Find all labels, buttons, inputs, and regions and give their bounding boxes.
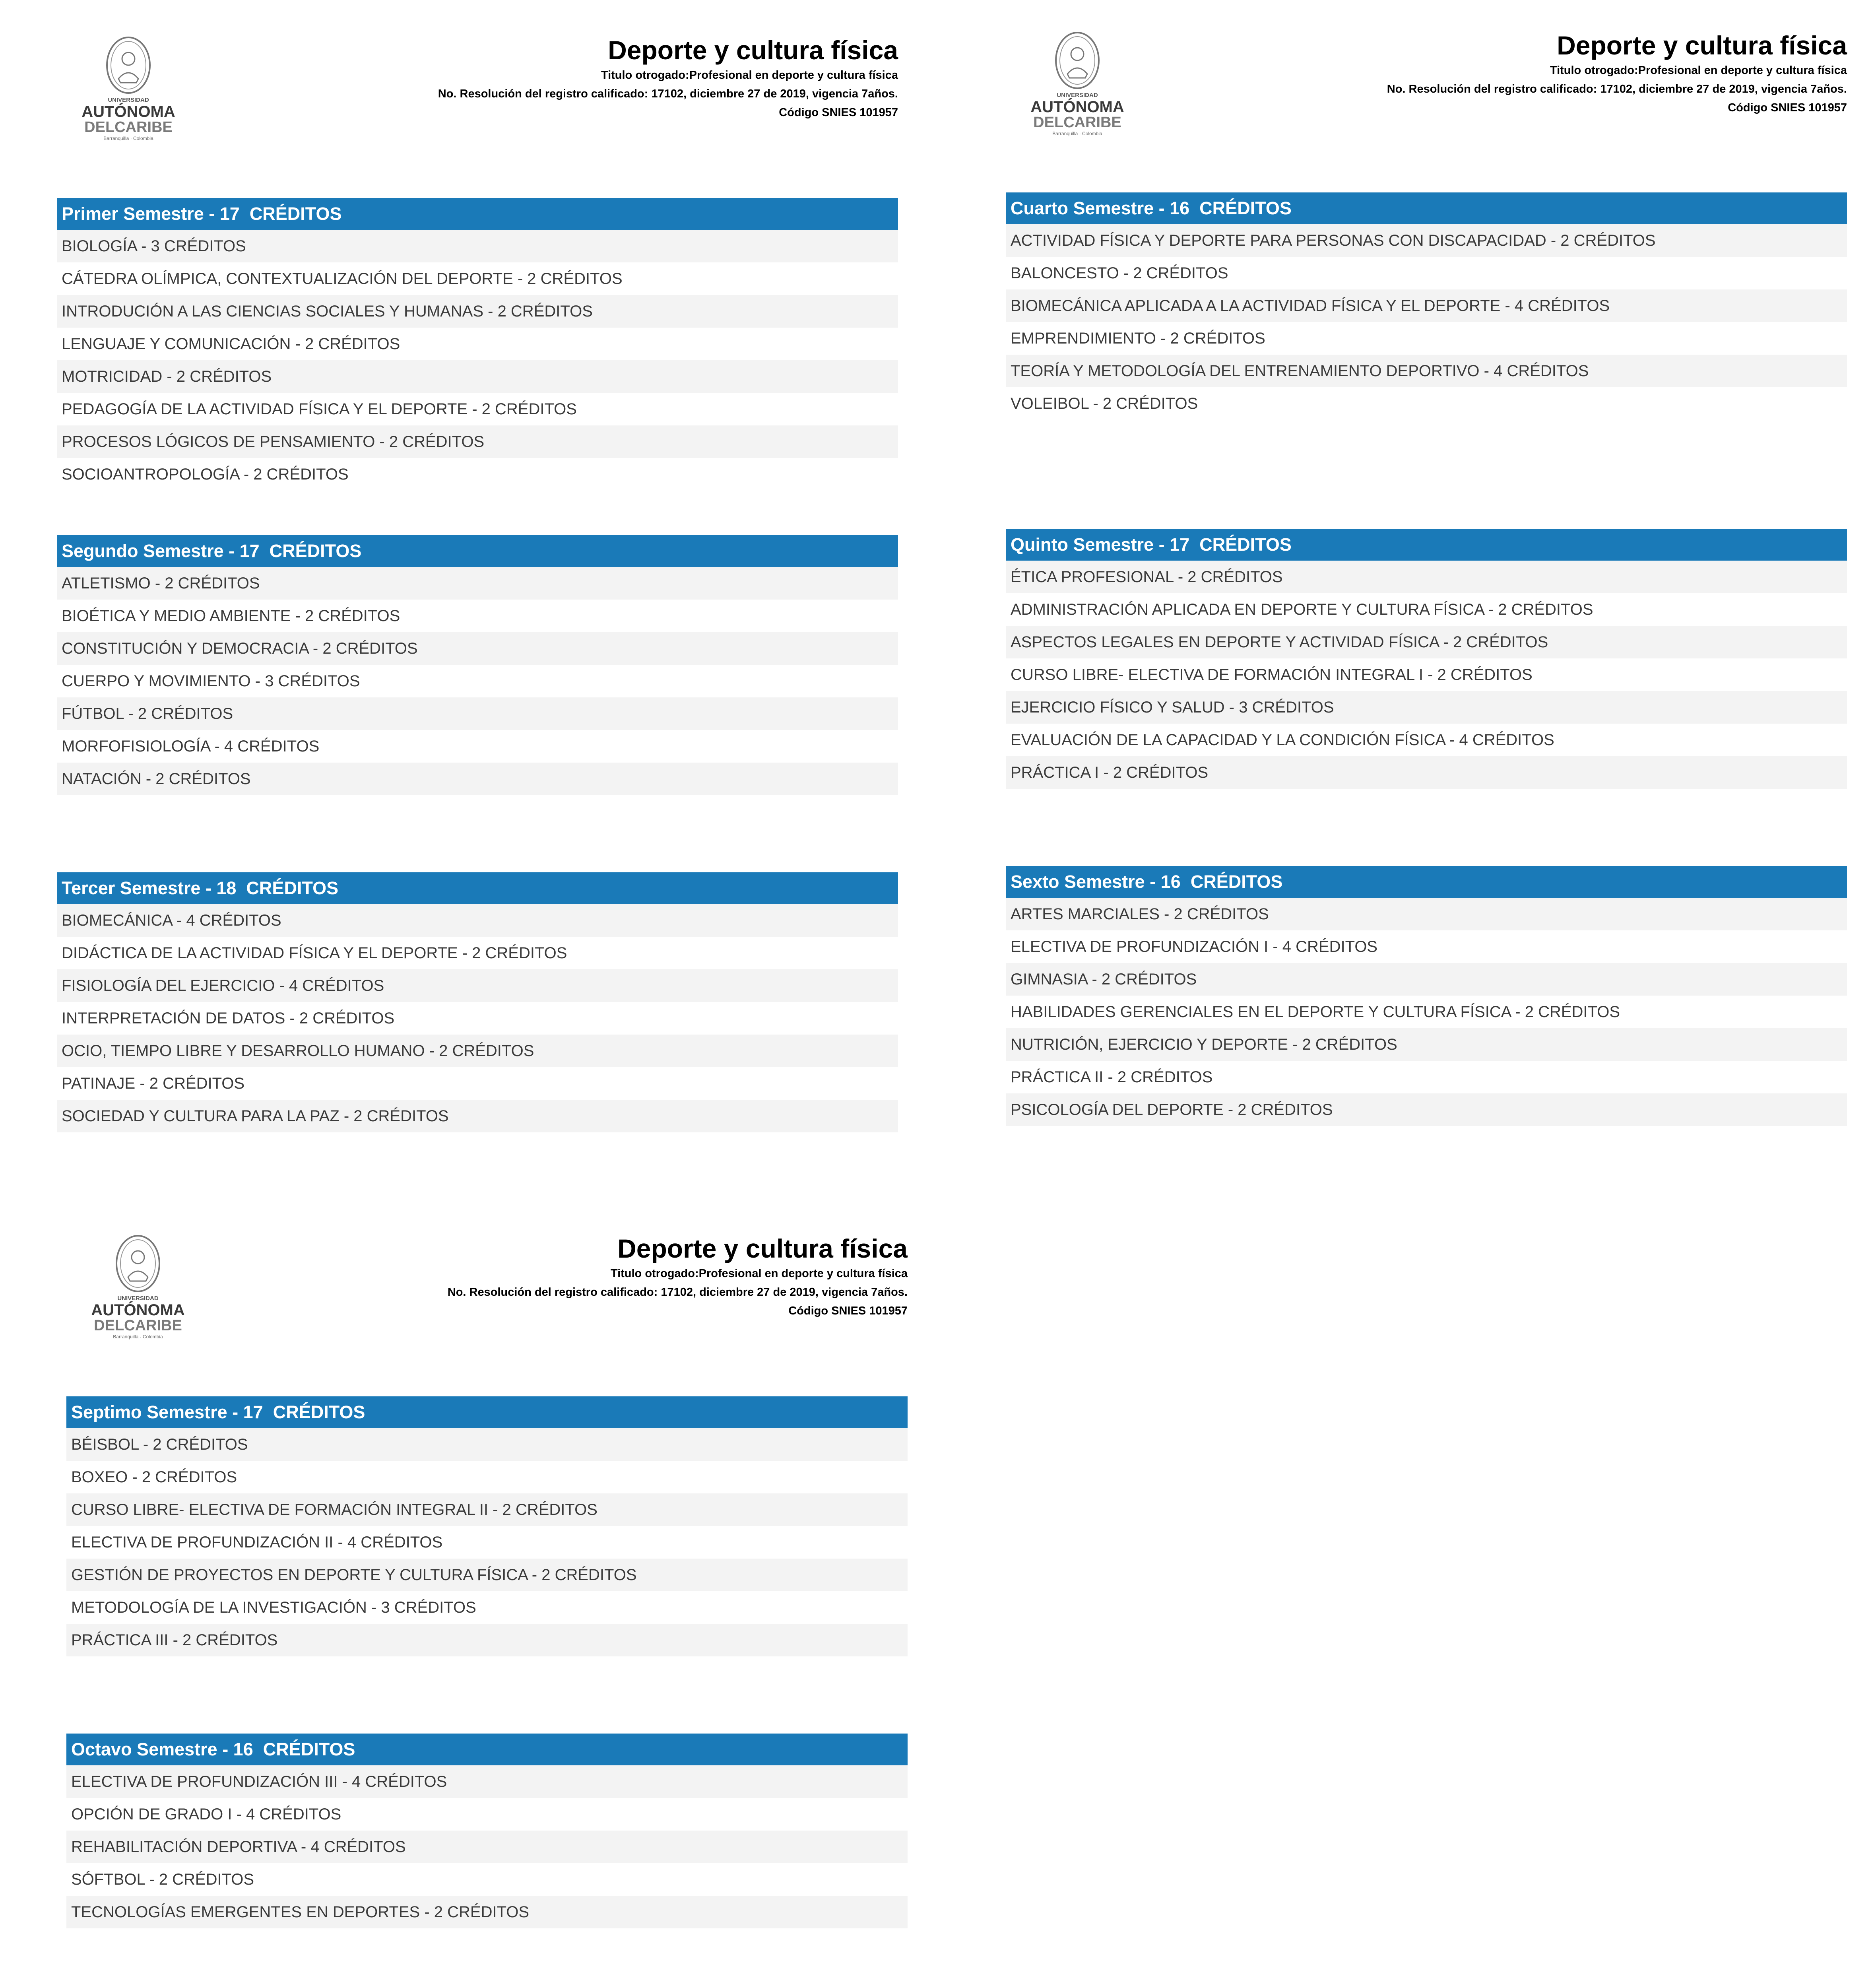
course-item: BALONCESTO - 2 CRÉDITOS [1006,257,1847,289]
svg-text:UNIVERSIDAD: UNIVERSIDAD [1057,92,1098,99]
course-item: BIOLOGÍA - 3 CRÉDITOS [57,230,898,262]
course-item: PROCESOS LÓGICOS DE PENSAMIENTO - 2 CRÉDITOS [57,425,898,458]
university-logo [81,34,176,142]
semester-header: Septimo Semestre - 17 CRÉDITOS [66,1396,908,1428]
course-item: LENGUAJE Y COMUNICACIÓN - 2 CRÉDITOS [57,328,898,360]
svg-text:UNIVERSIDAD: UNIVERSIDAD [117,1295,159,1302]
course-item: EVALUACIÓN DE LA CAPACIDAD Y LA CONDICIÓN FÍSICA - 4 CRÉDITOS [1006,724,1847,756]
course-item: ARTES MARCIALES - 2 CRÉDITOS [1006,898,1847,930]
svg-text:DELCARIBE: DELCARIBE [94,1317,182,1334]
degree-title: Titulo otrogado:Profesional en deporte y cultura física [610,1267,908,1280]
course-item: MOTRICIDAD - 2 CRÉDITOS [57,360,898,393]
degree-title: Titulo otrogado:Profesional en deporte y cultura física [1550,64,1847,77]
course-item: HABILIDADES GERENCIALES EN EL DEPORTE Y CULTURA FÍSICA - 2 CRÉDITOS [1006,996,1847,1028]
program-title: Deporte y cultura física [1557,31,1847,60]
course-item: INTERPRETACIÓN DE DATOS - 2 CRÉDITOS [57,1002,898,1035]
course-item: ACTIVIDAD FÍSICA Y DEPORTE PARA PERSONAS CON DISCAPACIDAD - 2 CRÉDITOS [1006,224,1847,257]
course-item: CONSTITUCIÓN Y DEMOCRACIA - 2 CRÉDITOS [57,632,898,665]
semester-2 [57,535,898,795]
course-item: PSICOLOGÍA DEL DEPORTE - 2 CRÉDITOS [1006,1093,1847,1126]
resolution-line: No. Resolución del registro calificado: 17102, diciembre 27 de 2019, vigencia 7años. [438,87,898,100]
snies-code: Código SNIES 101957 [1728,101,1847,114]
course-item: ADMINISTRACIÓN APLICADA EN DEPORTE Y CULTURA FÍSICA - 2 CRÉDITOS [1006,593,1847,626]
program-title: Deporte y cultura física [608,35,898,65]
course-item: PEDAGOGÍA DE LA ACTIVIDAD FÍSICA Y EL DEPORTE - 2 CRÉDITOS [57,393,898,425]
course-item: FÚTBOL - 2 CRÉDITOS [57,697,898,730]
university-logo [90,1233,186,1340]
semester-header: Quinto Semestre - 17 CRÉDITOS [1006,529,1847,561]
semester-header: Tercer Semestre - 18 CRÉDITOS [57,872,898,904]
degree-title: Titulo otrogado:Profesional en deporte y cultura física [601,69,898,82]
course-item: NATACIÓN - 2 CRÉDITOS [57,763,898,795]
course-item: BÉISBOL - 2 CRÉDITOS [66,1428,908,1461]
course-item: REHABILITACIÓN DEPORTIVA - 4 CRÉDITOS [66,1831,908,1863]
university-seal-icon [1030,29,1125,137]
resolution-line: No. Resolución del registro calificado: 17102, diciembre 27 de 2019, vigencia 7años. [447,1286,908,1299]
university-seal-icon [90,1233,186,1340]
course-item: ATLETISMO - 2 CRÉDITOS [57,567,898,600]
svg-text:DELCARIBE: DELCARIBE [84,119,173,136]
svg-text:Barranquilla · Colombia: Barranquilla · Colombia [103,136,153,141]
course-item: NUTRICIÓN, EJERCICIO Y DEPORTE - 2 CRÉDITOS [1006,1028,1847,1061]
course-item: GESTIÓN DE PROYECTOS EN DEPORTE Y CULTURA FÍSICA - 2 CRÉDITOS [66,1559,908,1591]
svg-text:AUTÓNOMA: AUTÓNOMA [91,1301,185,1319]
course-item: SOCIEDAD Y CULTURA PARA LA PAZ - 2 CRÉDITOS [57,1100,898,1132]
course-item: OCIO, TIEMPO LIBRE Y DESARROLLO HUMANO - 2 CRÉDITOS [57,1035,898,1067]
document-header [448,1233,908,1320]
course-item: FISIOLOGÍA DEL EJERCICIO - 4 CRÉDITOS [57,969,898,1002]
course-item: ELECTIVA DE PROFUNDIZACIÓN III - 4 CRÉDITOS [66,1765,908,1798]
course-item: BIOMECÁNICA APLICADA A LA ACTIVIDAD FÍSICA Y EL DEPORTE - 4 CRÉDITOS [1006,289,1847,322]
course-item: PRÁCTICA II - 2 CRÉDITOS [1006,1061,1847,1093]
semester-header: Octavo Semestre - 16 CRÉDITOS [66,1734,908,1765]
course-item: CUERPO Y MOVIMIENTO - 3 CRÉDITOS [57,665,898,697]
course-item: PATINAJE - 2 CRÉDITOS [57,1067,898,1100]
course-item: VOLEIBOL - 2 CRÉDITOS [1006,387,1847,420]
course-item: SÓFTBOL - 2 CRÉDITOS [66,1863,908,1896]
course-item: GIMNASIA - 2 CRÉDITOS [1006,963,1847,996]
resolution-line: No. Resolución del registro calificado: 17102, diciembre 27 de 2019, vigencia 7años. [1387,83,1847,95]
semester-header: Segundo Semestre - 17 CRÉDITOS [57,535,898,567]
course-item: CURSO LIBRE- ELECTIVA DE FORMACIÓN INTEGRAL I - 2 CRÉDITOS [1006,658,1847,691]
course-item: TECNOLOGÍAS EMERGENTES EN DEPORTES - 2 CRÉDITOS [66,1896,908,1928]
snies-code: Código SNIES 101957 [779,106,898,119]
course-item: CÁTEDRA OLÍMPICA, CONTEXTUALIZACIÓN DEL DEPORTE - 2 CRÉDITOS [57,262,898,295]
semester-header: Cuarto Semestre - 16 CRÉDITOS [1006,192,1847,224]
document-header [1387,29,1847,117]
semester-8 [66,1734,908,1928]
course-item: ÉTICA PROFESIONAL - 2 CRÉDITOS [1006,561,1847,593]
semester-7 [66,1396,908,1656]
course-item: EJERCICIO FÍSICO Y SALUD - 3 CRÉDITOS [1006,691,1847,724]
course-item: OPCIÓN DE GRADO I - 4 CRÉDITOS [66,1798,908,1831]
svg-text:AUTÓNOMA: AUTÓNOMA [81,103,175,120]
semester-1 [57,198,898,491]
course-item: ELECTIVA DE PROFUNDIZACIÓN I - 4 CRÉDITOS [1006,930,1847,963]
course-item: DIDÁCTICA DE LA ACTIVIDAD FÍSICA Y EL DEPORTE - 2 CRÉDITOS [57,937,898,969]
svg-text:Barranquilla · Colombia: Barranquilla · Colombia [1052,131,1102,136]
course-item: MORFOFISIOLOGÍA - 4 CRÉDITOS [57,730,898,763]
svg-text:Barranquilla · Colombia: Barranquilla · Colombia [113,1334,163,1340]
semester-6 [1006,866,1847,1126]
semester-3 [57,872,898,1132]
course-item: TEORÍA Y METODOLOGÍA DEL ENTRENAMIENTO DEPORTIVO - 4 CRÉDITOS [1006,355,1847,387]
course-item: CURSO LIBRE- ELECTIVA DE FORMACIÓN INTEGRAL II - 2 CRÉDITOS [66,1493,908,1526]
course-item: BIOMECÁNICA - 4 CRÉDITOS [57,904,898,937]
semester-header: Sexto Semestre - 16 CRÉDITOS [1006,866,1847,898]
course-item: PRÁCTICA I - 2 CRÉDITOS [1006,756,1847,789]
course-item: METODOLOGÍA DE LA INVESTIGACIÓN - 3 CRÉDITOS [66,1591,908,1624]
document-header [438,34,898,122]
semester-4 [1006,192,1847,420]
course-item: BOXEO - 2 CRÉDITOS [66,1461,908,1493]
course-item: SOCIOANTROPOLOGÍA - 2 CRÉDITOS [57,458,898,491]
svg-text:DELCARIBE: DELCARIBE [1033,114,1121,131]
course-item: PRÁCTICA III - 2 CRÉDITOS [66,1624,908,1656]
university-logo [1030,29,1125,137]
svg-text:AUTÓNOMA: AUTÓNOMA [1030,98,1124,116]
course-item: ELECTIVA DE PROFUNDIZACIÓN II - 4 CRÉDITOS [66,1526,908,1559]
semester-header: Primer Semestre - 17 CRÉDITOS [57,198,898,230]
svg-text:UNIVERSIDAD: UNIVERSIDAD [108,97,149,103]
university-seal-icon [81,34,176,142]
snies-code: Código SNIES 101957 [788,1305,908,1317]
course-item: EMPRENDIMIENTO - 2 CRÉDITOS [1006,322,1847,355]
program-title: Deporte y cultura física [617,1234,908,1263]
course-item: INTRODUCIÓN A LAS CIENCIAS SOCIALES Y HUMANAS - 2 CRÉDITOS [57,295,898,328]
semester-5 [1006,529,1847,789]
course-item: ASPECTOS LEGALES EN DEPORTE Y ACTIVIDAD FÍSICA - 2 CRÉDITOS [1006,626,1847,658]
course-item: BIOÉTICA Y MEDIO AMBIENTE - 2 CRÉDITOS [57,600,898,632]
